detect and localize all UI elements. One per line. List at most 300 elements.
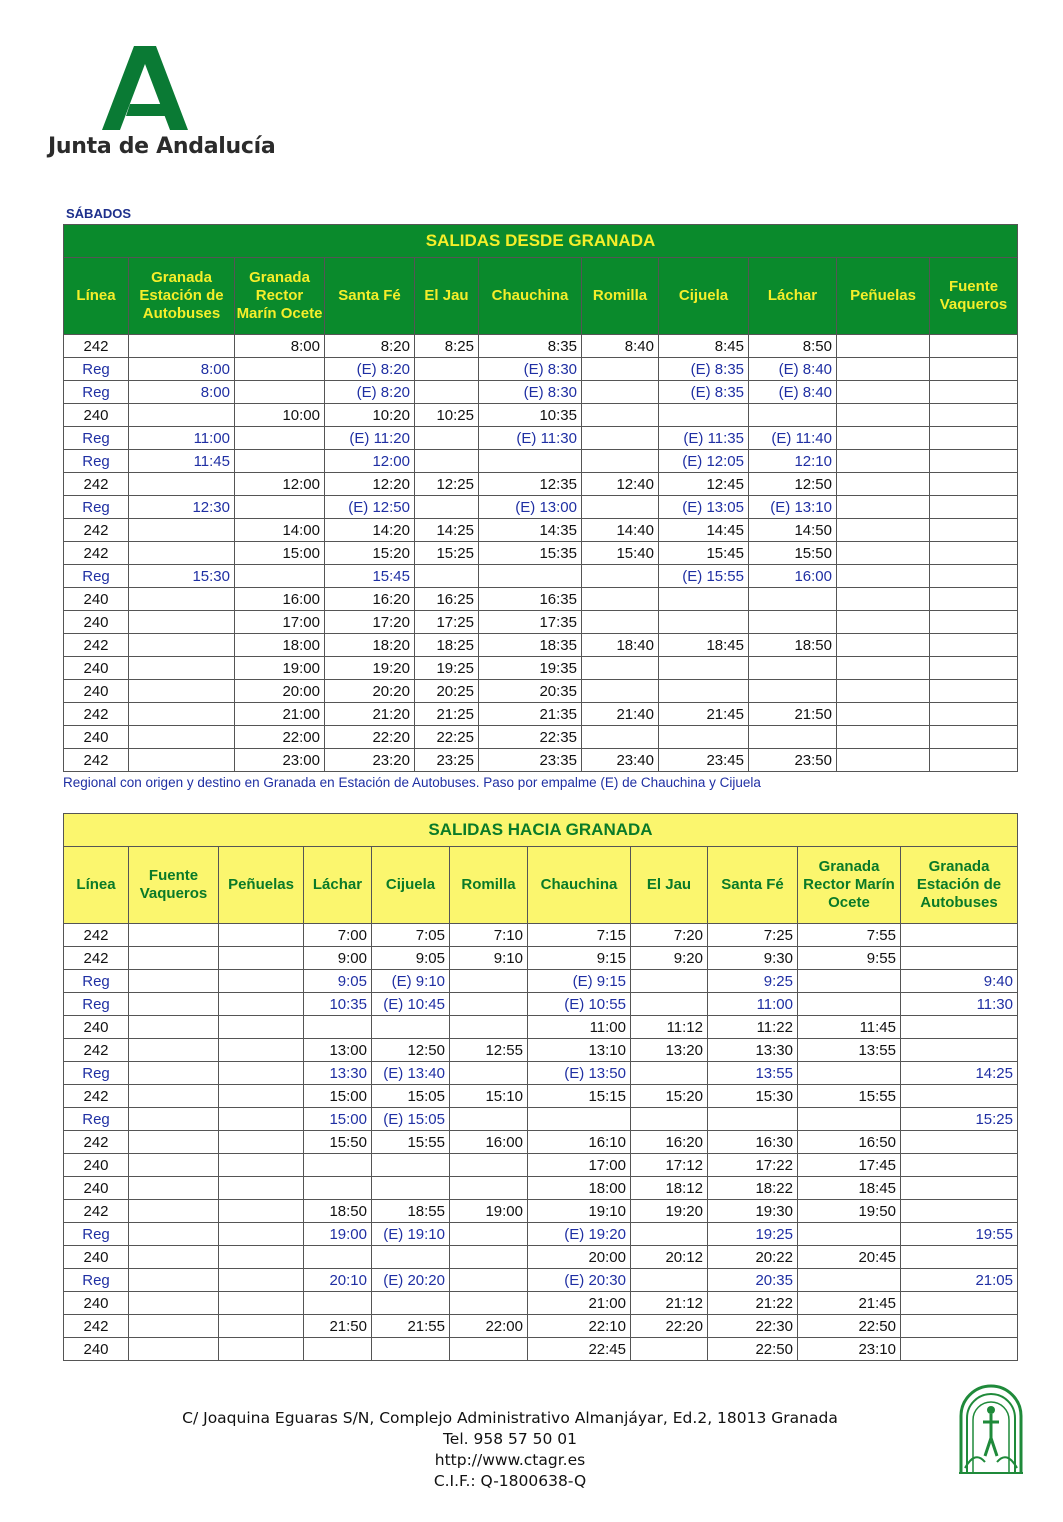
time-cell: 22:20 [325, 726, 415, 749]
time-cell: 12:00 [325, 450, 415, 473]
time-cell: 16:50 [798, 1131, 901, 1154]
time-cell: 15:25 [415, 542, 479, 565]
time-cell [129, 1108, 219, 1131]
time-cell: 15:30 [129, 565, 235, 588]
time-cell: (E) 8:20 [325, 381, 415, 404]
column-header: Santa Fé [325, 258, 415, 335]
table-row [64, 519, 1018, 542]
time-cell [659, 726, 749, 749]
table-row [64, 1039, 1018, 1062]
time-cell: 9:05 [304, 970, 372, 993]
time-cell [901, 947, 1018, 970]
time-cell: 23:40 [582, 749, 659, 772]
time-cell [304, 1154, 372, 1177]
time-cell [901, 924, 1018, 947]
time-cell: 13:55 [708, 1062, 798, 1085]
time-cell: (E) 15:05 [372, 1108, 450, 1131]
time-cell [235, 565, 325, 588]
time-cell: 22:25 [415, 726, 479, 749]
table-row [64, 335, 1018, 358]
column-header: Santa Fé [708, 847, 798, 924]
time-cell: 13:00 [304, 1039, 372, 1062]
table-row [64, 634, 1018, 657]
time-cell: 18:40 [582, 634, 659, 657]
time-cell [129, 1062, 219, 1085]
column-header: El Jau [415, 258, 479, 335]
time-cell: 14:20 [325, 519, 415, 542]
time-cell: 7:20 [631, 924, 708, 947]
time-cell [479, 565, 582, 588]
time-cell [219, 993, 304, 1016]
table-row [64, 496, 1018, 519]
time-cell: 15:05 [372, 1085, 450, 1108]
time-cell [749, 680, 837, 703]
time-cell [450, 1292, 528, 1315]
time-cell: (E) 13:10 [749, 496, 837, 519]
time-cell: (E) 11:35 [659, 427, 749, 450]
time-cell: 19:20 [325, 657, 415, 680]
table-row [64, 993, 1018, 1016]
time-cell [901, 1246, 1018, 1269]
line-cell: Reg [64, 427, 129, 450]
time-cell: 14:45 [659, 519, 749, 542]
time-cell [450, 1269, 528, 1292]
time-cell [749, 404, 837, 427]
time-cell: 20:20 [325, 680, 415, 703]
time-cell [798, 1223, 901, 1246]
time-cell: 19:00 [235, 657, 325, 680]
time-cell: 10:20 [325, 404, 415, 427]
time-cell: 19:25 [415, 657, 479, 680]
column-header: Romilla [582, 258, 659, 335]
line-cell: 240 [64, 1292, 129, 1315]
time-cell: 21:40 [582, 703, 659, 726]
time-cell [129, 519, 235, 542]
time-cell [901, 1338, 1018, 1361]
time-cell [219, 947, 304, 970]
time-cell [450, 1062, 528, 1085]
time-cell [837, 588, 930, 611]
time-cell [901, 1039, 1018, 1062]
time-cell [219, 1062, 304, 1085]
time-cell [450, 1223, 528, 1246]
time-cell [235, 450, 325, 473]
time-cell: 21:45 [798, 1292, 901, 1315]
time-cell: 8:25 [415, 335, 479, 358]
time-cell: 23:20 [325, 749, 415, 772]
time-cell [930, 657, 1018, 680]
time-cell [837, 404, 930, 427]
time-cell [129, 703, 235, 726]
org-name: Junta de Andalucía [48, 134, 276, 159]
time-cell [582, 588, 659, 611]
time-cell: 19:10 [528, 1200, 631, 1223]
time-cell: 8:00 [129, 381, 235, 404]
time-cell: (E) 8:30 [479, 381, 582, 404]
time-cell: 8:45 [659, 335, 749, 358]
time-cell: 22:00 [450, 1315, 528, 1338]
time-cell [219, 1108, 304, 1131]
time-cell: 19:30 [708, 1200, 798, 1223]
table-row [64, 924, 1018, 947]
time-cell [219, 1246, 304, 1269]
time-cell: 20:00 [235, 680, 325, 703]
time-cell: (E) 8:35 [659, 381, 749, 404]
line-cell: Reg [64, 496, 129, 519]
time-cell: 15:35 [479, 542, 582, 565]
time-cell [901, 1016, 1018, 1039]
time-cell: 11:30 [901, 993, 1018, 1016]
time-cell [749, 588, 837, 611]
table-row [64, 680, 1018, 703]
time-cell: (E) 19:10 [372, 1223, 450, 1246]
time-cell: 23:00 [235, 749, 325, 772]
time-cell: 11:00 [708, 993, 798, 1016]
table-row [64, 588, 1018, 611]
time-cell [901, 1154, 1018, 1177]
time-cell [129, 1177, 219, 1200]
time-cell: 11:45 [798, 1016, 901, 1039]
time-cell: 18:35 [479, 634, 582, 657]
time-cell [129, 1338, 219, 1361]
line-cell: Reg [64, 1223, 129, 1246]
time-cell: 13:55 [798, 1039, 901, 1062]
time-cell: 15:15 [528, 1085, 631, 1108]
time-cell: 14:00 [235, 519, 325, 542]
time-cell: (E) 13:50 [528, 1062, 631, 1085]
line-cell: 242 [64, 519, 129, 542]
time-cell [837, 542, 930, 565]
column-header: Línea [64, 847, 129, 924]
time-cell: 8:00 [129, 358, 235, 381]
time-cell [129, 1039, 219, 1062]
time-cell [582, 611, 659, 634]
time-cell: 11:45 [129, 450, 235, 473]
time-cell: 18:22 [708, 1177, 798, 1200]
time-cell [582, 358, 659, 381]
time-cell [219, 1016, 304, 1039]
column-header: Romilla [450, 847, 528, 924]
time-cell: 13:30 [304, 1062, 372, 1085]
time-cell: 15:00 [304, 1085, 372, 1108]
time-cell [129, 1085, 219, 1108]
time-cell [631, 993, 708, 1016]
time-cell: 13:20 [631, 1039, 708, 1062]
table-row [64, 381, 1018, 404]
time-cell [582, 404, 659, 427]
time-cell: 11:00 [129, 427, 235, 450]
time-cell [372, 1338, 450, 1361]
table-row [64, 1108, 1018, 1131]
time-cell [837, 565, 930, 588]
time-cell [837, 657, 930, 680]
time-cell [129, 1315, 219, 1338]
footer-website[interactable]: http://www.ctagr.es [434, 1451, 586, 1469]
table-row [64, 1200, 1018, 1223]
time-cell [798, 1062, 901, 1085]
time-cell: 9:30 [708, 947, 798, 970]
time-cell [930, 634, 1018, 657]
time-cell [837, 680, 930, 703]
time-cell: 12:55 [450, 1039, 528, 1062]
time-cell: 19:25 [708, 1223, 798, 1246]
time-cell: (E) 12:50 [325, 496, 415, 519]
time-cell: 7:10 [450, 924, 528, 947]
line-cell: Reg [64, 565, 129, 588]
time-cell: (E) 11:30 [479, 427, 582, 450]
time-cell: 20:00 [528, 1246, 631, 1269]
time-cell [631, 1223, 708, 1246]
time-cell: 14:25 [415, 519, 479, 542]
time-cell: 12:25 [415, 473, 479, 496]
table-row [64, 1223, 1018, 1246]
time-cell: (E) 11:20 [325, 427, 415, 450]
time-cell [219, 970, 304, 993]
table-row [64, 427, 1018, 450]
time-cell: 18:00 [528, 1177, 631, 1200]
table-row [64, 1315, 1018, 1338]
time-cell [798, 970, 901, 993]
time-cell [930, 473, 1018, 496]
time-cell [631, 1269, 708, 1292]
time-cell [219, 1269, 304, 1292]
time-cell [129, 1246, 219, 1269]
time-cell [659, 657, 749, 680]
time-cell: 16:00 [749, 565, 837, 588]
time-cell: 18:50 [749, 634, 837, 657]
time-cell [582, 427, 659, 450]
time-cell [837, 726, 930, 749]
time-cell: 18:20 [325, 634, 415, 657]
time-cell: (E) 8:20 [325, 358, 415, 381]
time-cell [837, 335, 930, 358]
time-cell: 23:35 [479, 749, 582, 772]
time-cell [219, 1131, 304, 1154]
time-cell [304, 1177, 372, 1200]
time-cell: 22:50 [708, 1338, 798, 1361]
time-cell: 19:00 [304, 1223, 372, 1246]
footer [150, 1408, 870, 1492]
time-cell: 18:12 [631, 1177, 708, 1200]
line-cell: 242 [64, 703, 129, 726]
line-cell: 240 [64, 1177, 129, 1200]
line-cell: 240 [64, 680, 129, 703]
time-cell: 17:22 [708, 1154, 798, 1177]
table-row [64, 657, 1018, 680]
time-cell [582, 496, 659, 519]
time-cell: 22:35 [479, 726, 582, 749]
time-cell [930, 680, 1018, 703]
time-cell: 15:45 [325, 565, 415, 588]
time-cell [219, 1039, 304, 1062]
table-row [64, 703, 1018, 726]
time-cell [129, 611, 235, 634]
time-cell: 12:00 [235, 473, 325, 496]
time-cell [219, 1085, 304, 1108]
time-cell: (E) 15:55 [659, 565, 749, 588]
time-cell [837, 427, 930, 450]
time-cell: 11:12 [631, 1016, 708, 1039]
column-header: Granada Rector Marín Ocete [235, 258, 325, 335]
column-header: Granada Estación de Autobuses [129, 258, 235, 335]
time-cell [930, 703, 1018, 726]
footer-address: C/ Joaquina Eguaras S/N, Complejo Administrativo Almanjáyar, Ed.2, 18013 Granada [182, 1409, 838, 1427]
time-cell: 14:25 [901, 1062, 1018, 1085]
time-cell: 12:35 [479, 473, 582, 496]
time-cell: 17:35 [479, 611, 582, 634]
time-cell: 18:25 [415, 634, 479, 657]
line-cell: 242 [64, 335, 129, 358]
time-cell: 12:45 [659, 473, 749, 496]
time-cell [582, 565, 659, 588]
time-cell [129, 542, 235, 565]
time-cell [930, 565, 1018, 588]
time-cell: 12:50 [749, 473, 837, 496]
time-cell: 15:45 [659, 542, 749, 565]
time-cell: 22:00 [235, 726, 325, 749]
time-cell: 8:50 [749, 335, 837, 358]
column-header: Láchar [304, 847, 372, 924]
time-cell: 21:00 [528, 1292, 631, 1315]
time-cell [837, 634, 930, 657]
line-cell: 240 [64, 657, 129, 680]
time-cell: 12:20 [325, 473, 415, 496]
time-cell [372, 1154, 450, 1177]
time-cell: 9:25 [708, 970, 798, 993]
time-cell [582, 680, 659, 703]
time-cell [837, 473, 930, 496]
time-cell [930, 358, 1018, 381]
time-cell: 20:45 [798, 1246, 901, 1269]
time-cell: 17:00 [235, 611, 325, 634]
time-cell [798, 1269, 901, 1292]
time-cell [129, 1131, 219, 1154]
time-cell: 17:00 [528, 1154, 631, 1177]
time-cell [837, 519, 930, 542]
time-cell [219, 1154, 304, 1177]
time-cell [372, 1246, 450, 1269]
time-cell: 22:10 [528, 1315, 631, 1338]
time-cell: 10:35 [479, 404, 582, 427]
time-cell [930, 588, 1018, 611]
time-cell: 14:50 [749, 519, 837, 542]
time-cell: 20:35 [479, 680, 582, 703]
time-cell: (E) 8:35 [659, 358, 749, 381]
time-cell: 10:35 [304, 993, 372, 1016]
time-cell [450, 1338, 528, 1361]
time-cell [372, 1292, 450, 1315]
time-cell: 21:05 [901, 1269, 1018, 1292]
column-header: Línea [64, 258, 129, 335]
time-cell: 21:20 [325, 703, 415, 726]
junta-de-andalucia-logo [48, 42, 276, 167]
line-cell: 240 [64, 1338, 129, 1361]
time-cell [304, 1292, 372, 1315]
time-cell [129, 1200, 219, 1223]
time-cell: 12:40 [582, 473, 659, 496]
time-cell: 12:10 [749, 450, 837, 473]
time-cell [631, 1108, 708, 1131]
time-cell [235, 496, 325, 519]
day-label: SÁBADOS [66, 206, 132, 221]
time-cell: 8:20 [325, 335, 415, 358]
line-cell: 240 [64, 611, 129, 634]
time-cell: 23:10 [798, 1338, 901, 1361]
time-cell: 11:22 [708, 1016, 798, 1039]
column-header: Fuente Vaqueros [129, 847, 219, 924]
time-cell [631, 1338, 708, 1361]
line-cell: 240 [64, 404, 129, 427]
time-cell: 14:40 [582, 519, 659, 542]
time-cell: 16:00 [235, 588, 325, 611]
time-cell: 8:40 [582, 335, 659, 358]
time-cell [219, 1223, 304, 1246]
time-cell: 9:55 [798, 947, 901, 970]
time-cell: 15:30 [708, 1085, 798, 1108]
table-row [64, 970, 1018, 993]
column-header: Cijuela [372, 847, 450, 924]
time-cell: 10:00 [235, 404, 325, 427]
time-cell: 16:30 [708, 1131, 798, 1154]
line-cell: 242 [64, 634, 129, 657]
table-row [64, 1177, 1018, 1200]
time-cell: 21:55 [372, 1315, 450, 1338]
time-cell: 21:35 [479, 703, 582, 726]
departures-to-granada-table [63, 813, 1018, 1361]
time-cell: 9:00 [304, 947, 372, 970]
time-cell: 9:20 [631, 947, 708, 970]
time-cell: 9:15 [528, 947, 631, 970]
time-cell [901, 1292, 1018, 1315]
time-cell [129, 947, 219, 970]
time-cell: 16:20 [325, 588, 415, 611]
time-cell [930, 611, 1018, 634]
time-cell [901, 1177, 1018, 1200]
time-cell [930, 335, 1018, 358]
time-cell: 17:12 [631, 1154, 708, 1177]
time-cell: 7:55 [798, 924, 901, 947]
time-cell [901, 1200, 1018, 1223]
time-cell [219, 924, 304, 947]
column-header: Fuente Vaqueros [930, 258, 1018, 335]
time-cell [659, 588, 749, 611]
table-row [64, 1338, 1018, 1361]
time-cell: 20:22 [708, 1246, 798, 1269]
time-cell [659, 680, 749, 703]
column-header: Peñuelas [219, 847, 304, 924]
time-cell [901, 1085, 1018, 1108]
line-cell: Reg [64, 993, 129, 1016]
time-cell: 18:50 [304, 1200, 372, 1223]
line-cell: 240 [64, 1154, 129, 1177]
time-cell: 8:00 [235, 335, 325, 358]
time-cell: 18:00 [235, 634, 325, 657]
table-row [64, 450, 1018, 473]
time-cell: 15:20 [631, 1085, 708, 1108]
time-cell [219, 1200, 304, 1223]
time-cell [837, 611, 930, 634]
time-cell [450, 1154, 528, 1177]
time-cell [631, 970, 708, 993]
time-cell: (E) 13:00 [479, 496, 582, 519]
line-cell: 240 [64, 588, 129, 611]
time-cell: (E) 13:05 [659, 496, 749, 519]
time-cell: (E) 10:45 [372, 993, 450, 1016]
regional-note: Regional con origen y destino en Granada en Estación de Autobuses. Paso por empalme (E) de Chauchina y Cijuela [63, 775, 761, 790]
time-cell [450, 1246, 528, 1269]
time-cell: (E) 9:15 [528, 970, 631, 993]
time-cell [129, 1016, 219, 1039]
